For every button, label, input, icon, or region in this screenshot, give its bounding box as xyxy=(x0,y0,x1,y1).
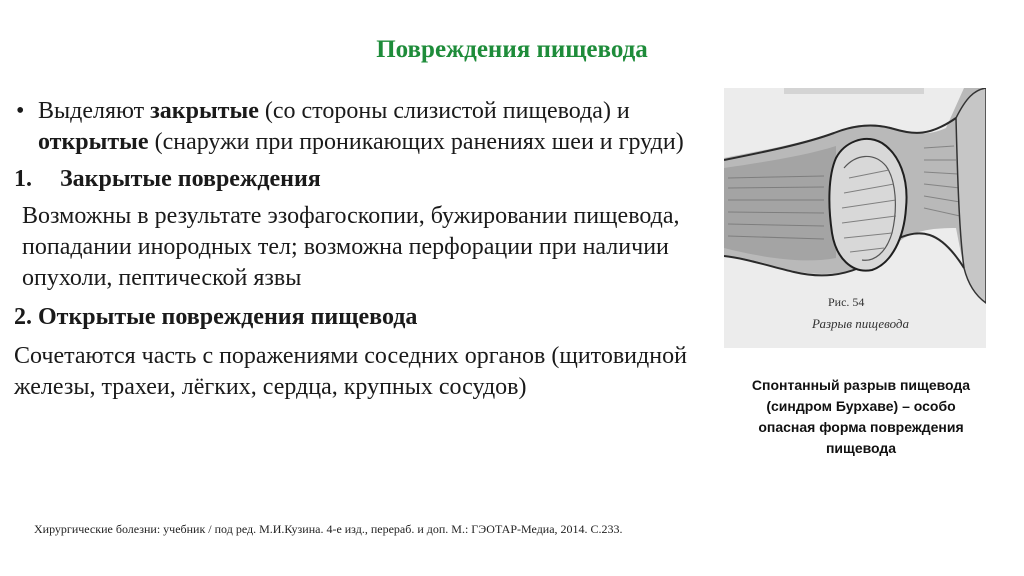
bullet-text-part2: (со стороны слизистой пищевода) и xyxy=(258,98,630,124)
section1-text: Возможны в результате эзофагоскопии, бужировании пищевода, попадании инородных тел; возможна перфорации при наличии опухоли, пептической язвы xyxy=(22,203,680,291)
bullet-bold-closed: закрытые xyxy=(150,98,259,124)
bullet-text-part3: (снаружи при проникающих ранениях шеи и груди) xyxy=(148,129,684,155)
section1-heading xyxy=(14,164,704,195)
bullet-dot-icon: • xyxy=(16,98,25,124)
figure-label-number: Рис. 54 xyxy=(828,295,865,309)
esophagus-rupture-illustration xyxy=(724,88,986,348)
esophagus-rupture-figure xyxy=(724,88,986,348)
figure-label-text: Разрыв пищевода xyxy=(812,316,909,331)
figure-caption: Спонтанный разрыв пищевода (синдром Бурхаве) – особо опасная форма повреждения пищевода xyxy=(751,377,971,456)
section2-heading: 2. Открытые повреждения пищевода xyxy=(14,304,418,330)
slide-body xyxy=(14,96,704,403)
bullet-paragraph xyxy=(14,96,704,158)
bullet-text-part1: Выделяют xyxy=(38,98,151,124)
bibliographic-reference: Хирургические болезни: учебник / под ред. М.И.Кузина. 4-е изд., перераб. и доп. М.: ГЭОТАР-Медиа, 2014. С.233. xyxy=(34,522,623,536)
bullet-bold-open: открытые xyxy=(38,129,149,155)
section1-number: 1. xyxy=(14,166,32,192)
slide-title: Повреждения пищевода xyxy=(376,36,648,63)
section1-heading-text: Закрытые повреждения xyxy=(60,166,321,192)
section2-text: Сочетаются часть с поражениями соседних органов (щитовидной железы, трахеи, лёгких, сердца, крупных сосудов) xyxy=(14,343,687,400)
